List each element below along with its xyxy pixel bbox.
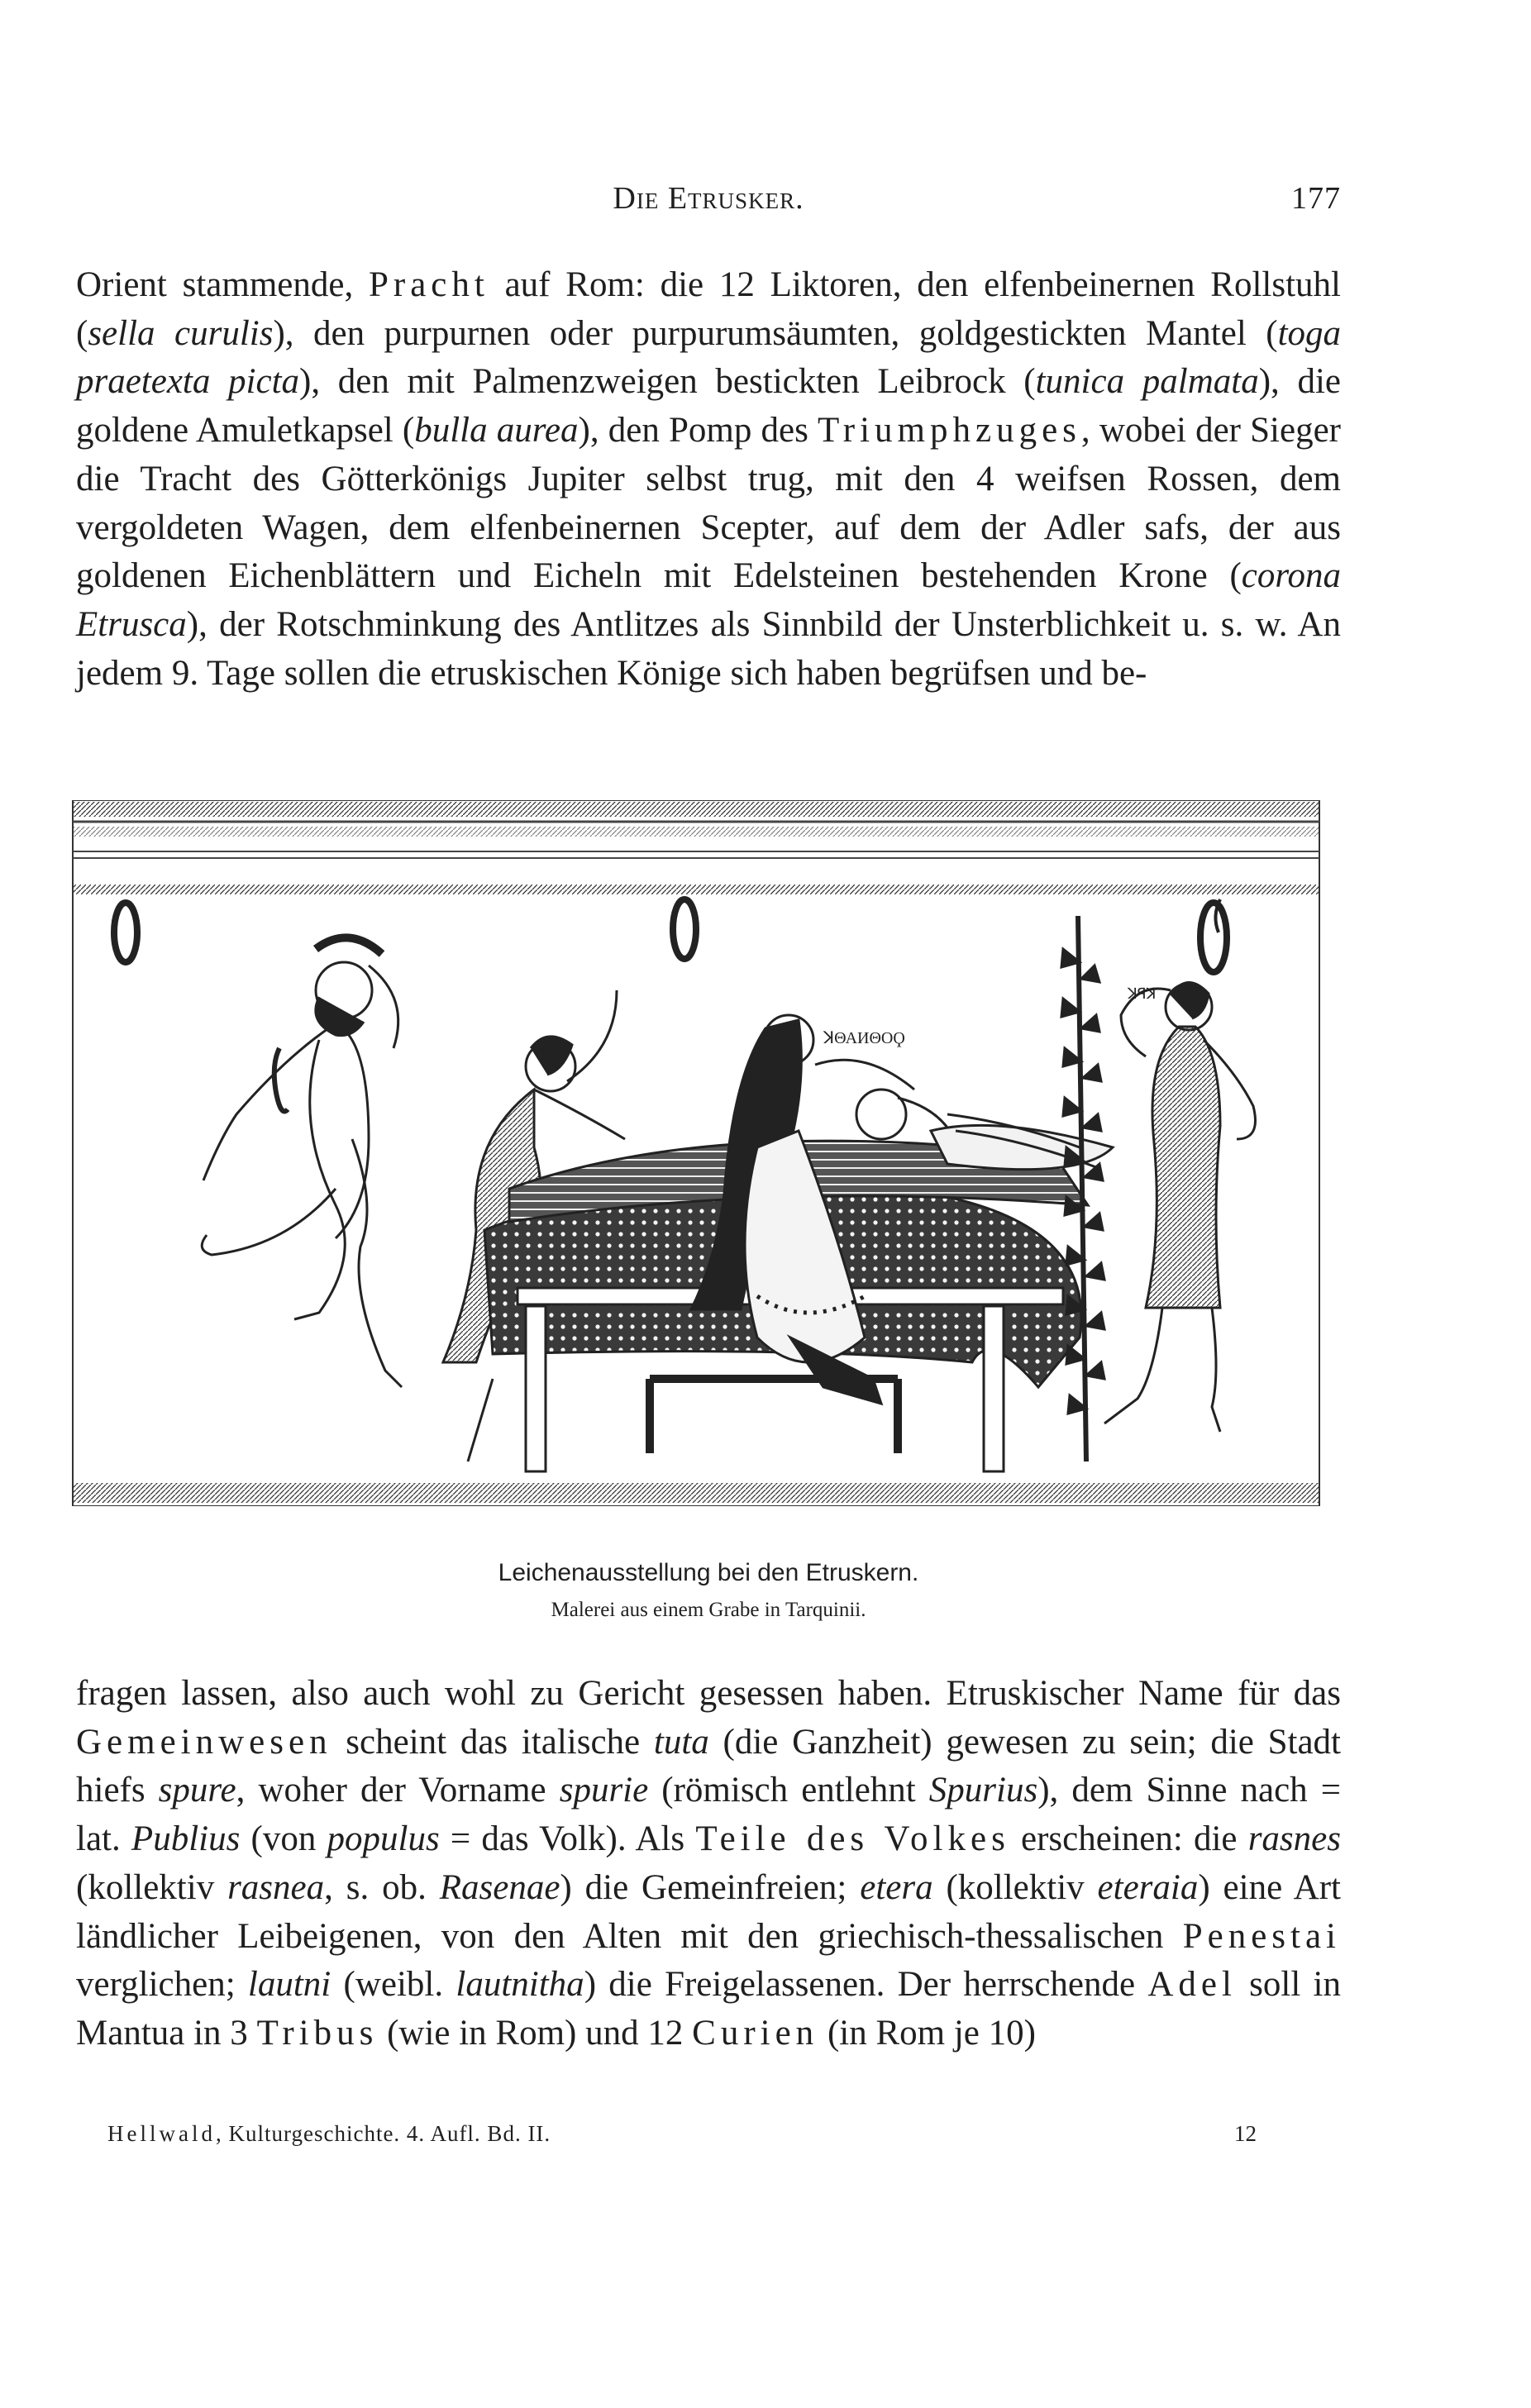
text-run: , woher der Vorname xyxy=(236,1771,560,1810)
text-run: (wie in Rom) und 12 xyxy=(378,2013,693,2053)
italic-term: Rasenae xyxy=(439,1867,560,1907)
text-run: auf Rom: die 12 Liktoren, den elfenbeinernen Rollstuhl ( xyxy=(76,265,1342,353)
spaced-emphasis: Pracht xyxy=(368,265,489,304)
figure-caption-subtitle: Malerei aus einem Grabe in Tarquinii. xyxy=(551,1599,866,1621)
figure-caption-title: Leichenausstellung bei den Etruskern. xyxy=(498,1559,919,1586)
signature-rest: , Kulturgeschichte. 4. Aufl. Bd. II. xyxy=(215,2121,551,2146)
text-run: soll in Mantua in 3 xyxy=(76,1965,1342,2053)
text-run: Orient stammende, xyxy=(76,265,369,304)
text-run: ) die Freigelassenen. Der herrschende xyxy=(584,1965,1148,2005)
italic-term: eteraia xyxy=(1097,1867,1199,1907)
text-run: (kollektiv xyxy=(76,1867,228,1907)
page-number: 177 xyxy=(1291,181,1341,216)
text-run: verglichen; xyxy=(76,1965,248,2005)
text-run: (in Rom je 10) xyxy=(818,2013,1036,2053)
italic-term: populus xyxy=(327,1819,440,1859)
italic-term: bulla aurea xyxy=(414,411,579,451)
paragraph-top xyxy=(76,261,1341,698)
signature-author: Hellwald xyxy=(107,2121,216,2146)
spaced-emphasis: Gemeinwesen xyxy=(76,1722,332,1762)
text-run: (die Ganzheit) gewesen zu sein; die Stadt hiefs xyxy=(76,1722,1341,1810)
text-run: erscheinen: die xyxy=(1009,1819,1248,1859)
text-run: ) eine Art ländlicher Leibeigenen, von den Alten mit den griechisch-thessalischen xyxy=(76,1867,1341,1956)
hanging-wreaths xyxy=(114,899,1227,972)
running-title: Die Etrusker. xyxy=(613,181,804,216)
text-run: ), der Rotschminkung des Antlitzes als Sinnbild der Unsterblichkeit u. s. w. An jedem 9. Tage sollen die etruskischen Könige sich haben begrüfsen und be- xyxy=(76,604,1341,693)
spaced-emphasis: Triumphzuges xyxy=(818,411,1081,451)
italic-term: Publius xyxy=(131,1819,241,1859)
italic-term: lautni xyxy=(247,1965,331,2005)
figure-dancer-left xyxy=(202,937,402,1387)
painting-inscription-left: ꓘΘΑИΘΟϘ xyxy=(823,1029,905,1047)
illustration-tomb-painting xyxy=(71,800,1323,1506)
spaced-emphasis: Teile des Volkes xyxy=(695,1819,1010,1859)
italic-term: etera xyxy=(860,1867,933,1907)
italic-term: sella curulis xyxy=(88,313,274,353)
text-run: ), die goldene Amuletkapsel ( xyxy=(76,362,1341,451)
running-header xyxy=(76,180,1341,230)
painting-inscription-right: ꓘꟼꓘ xyxy=(1128,985,1157,1002)
italic-term: toga praetexta picta xyxy=(76,313,1342,402)
spaced-emphasis: Curien xyxy=(692,2013,819,2053)
text-run: scheint das italische xyxy=(331,1722,654,1762)
italic-term: spurie xyxy=(559,1771,649,1810)
text-run: fragen lassen, also auch wohl zu Gericht gesessen haben. Etruskischer Name für das xyxy=(76,1674,1341,1713)
italic-term: tuta xyxy=(653,1722,709,1762)
text-run: (kollektiv xyxy=(932,1867,1098,1907)
text-run: ), den purpurnen oder purpurumsäumten, goldgestickten Mantel ( xyxy=(273,313,1278,353)
italic-term: rasnes xyxy=(1247,1819,1341,1859)
italic-term: rasnea xyxy=(227,1867,325,1907)
spaced-emphasis: Adel xyxy=(1147,1965,1237,2005)
paragraph-bottom xyxy=(76,1670,1341,2058)
italic-term: spure xyxy=(158,1771,236,1810)
italic-term: Spurius xyxy=(928,1771,1038,1810)
italic-term: lautnitha xyxy=(455,1965,584,2005)
text-run: ), den mit Palmenzweigen bestickten Leibrock ( xyxy=(299,362,1036,402)
text-run: (von xyxy=(240,1819,327,1859)
figure-mourner-right xyxy=(1104,899,1256,1432)
text-run: (weibl. xyxy=(331,1965,456,2005)
text-run: ), den Pomp des xyxy=(578,411,818,451)
signature-line xyxy=(107,2121,551,2147)
spaced-emphasis: Tribus xyxy=(256,2013,379,2053)
text-run: , s. ob. xyxy=(324,1867,440,1907)
text-run: = das Volk). Als xyxy=(439,1819,696,1859)
italic-term: tunica palmata xyxy=(1035,362,1259,402)
sheet-number: 12 xyxy=(1234,2121,1257,2146)
sheet-signature-footer xyxy=(107,2121,1257,2154)
spaced-emphasis: Penestai xyxy=(1182,1916,1341,1956)
italic-term: corona Etrusca xyxy=(76,556,1341,644)
text-run: , wobei der Sieger die Tracht des Götterkönigs Jupiter selbst trug, mit den 4 weifsen Rossen, dem vergoldeten Wagen, dem elfenbeinernen Scepter, auf dem der Adler safs, der aus goldenen Eichenblättern und Eicheln mit Edelsteinen bestehenden Krone ( xyxy=(76,411,1341,596)
text-run: ), dem Sinne nach = lat. xyxy=(76,1771,1341,1859)
text-run: (römisch entlehnt xyxy=(648,1771,929,1810)
text-run: ) die Gemeinfreien; xyxy=(560,1867,861,1907)
